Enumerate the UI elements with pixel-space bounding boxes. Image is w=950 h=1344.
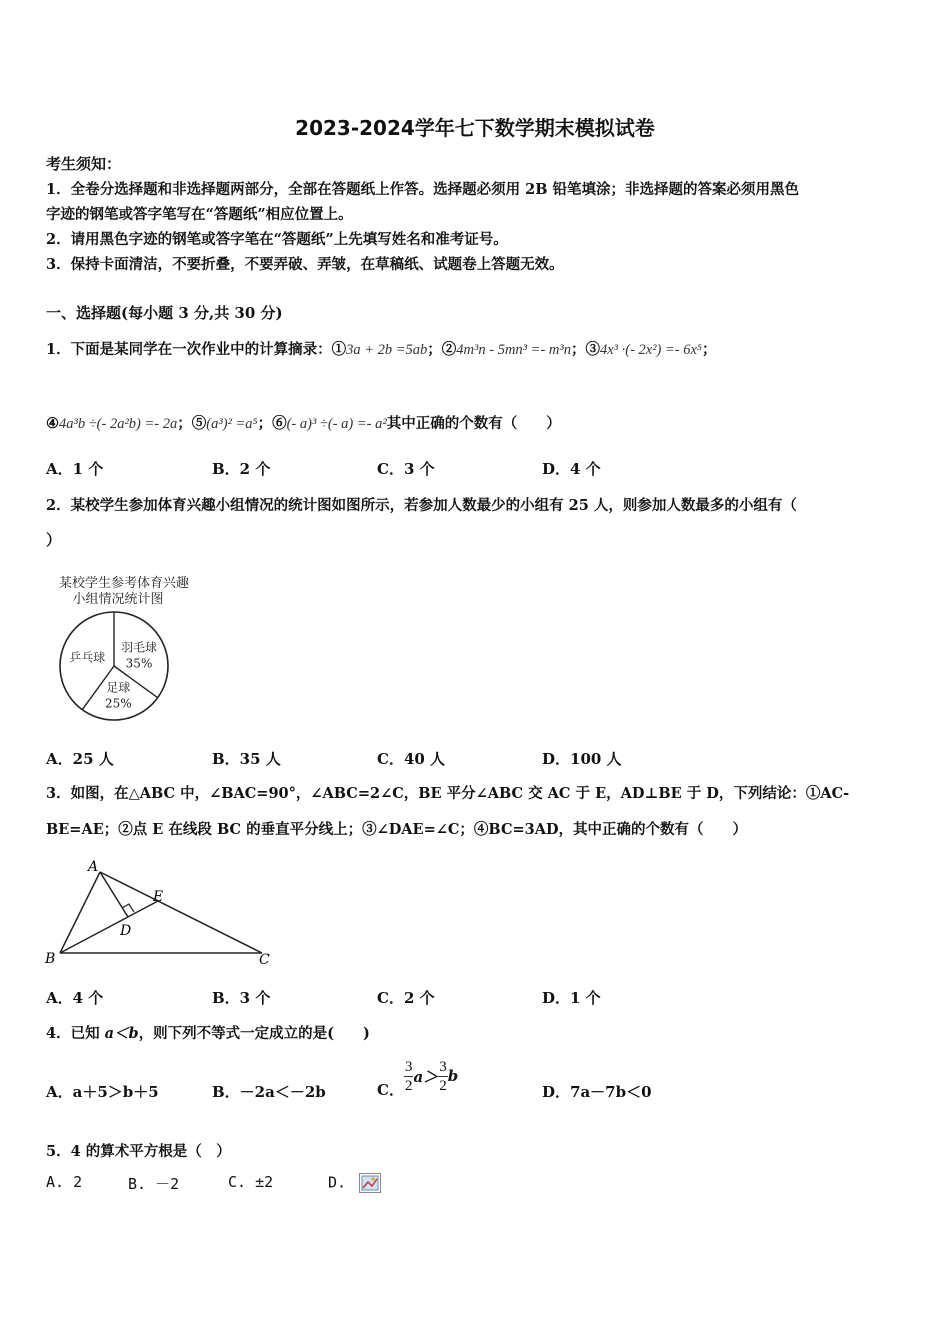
q1-expr-2: 4m³n - 5mn³ =- m³n <box>456 342 571 358</box>
q4-stem-a: 4．已知 <box>46 1025 105 1042</box>
label-d: D <box>120 923 132 939</box>
q1-expr-6: (- a)³ ÷(- a) =- a² <box>286 416 387 432</box>
section-heading: 一、选择题(每小题 3 分,共 30 分) <box>46 304 283 322</box>
label-a: A <box>88 859 99 875</box>
q3-option-a[interactable]: A．4 个 <box>46 989 104 1007</box>
q3-line-1: 3．如图，在△ABC 中，∠BAC=90°，∠ABC=2∠C，BE 平分∠ABC 交 AC 于 E，AD⊥BE 于 D，下列结论：①AC- <box>46 785 850 802</box>
q5-option-a[interactable]: A. 2 <box>46 1173 83 1191</box>
chart-title-line-2: 小组情况统计图 <box>72 592 164 607</box>
q1-expr-3: 4x³ ·(- 2x²) =- 6x⁵ <box>599 342 702 358</box>
fraction-1-num: 3 <box>404 1058 413 1075</box>
q4-stem-c: ，则下列不等式一定成立的是( ) <box>138 1025 370 1042</box>
notice-heading: 考生须知： <box>46 155 122 173</box>
page-title: 2023-2024学年七下数学期末模拟试卷 <box>295 116 655 140</box>
pie-slice-label: 足球 <box>106 680 131 695</box>
q1-tail: 其中正确的个数有（ ） <box>386 415 561 432</box>
q1-sep-2: ；② <box>427 341 457 358</box>
q1-circle-4: ④ <box>46 415 59 432</box>
q5-option-d[interactable] <box>328 1173 381 1193</box>
q2-option-c[interactable]: C．40 人 <box>377 750 446 768</box>
q2-option-b[interactable]: B．35 人 <box>212 750 281 768</box>
notice-line-2: 2．请用黑色字迹的钢笔或答字笔在“答题纸”上先填写姓名和准考证号。 <box>46 231 508 248</box>
q5-stem: 5．4 的算术平方根是（ ） <box>46 1143 231 1160</box>
fraction-1 <box>404 1058 414 1095</box>
q1-expr-5: (a³)² =a⁵ <box>206 416 258 432</box>
q4-option-c-mid: a＞ <box>413 1067 439 1086</box>
q1-line-2 <box>46 412 561 433</box>
segment-be <box>60 901 158 953</box>
q4-option-c-prefix: C． <box>377 1081 404 1099</box>
label-e: E <box>153 889 164 905</box>
side-ac <box>100 872 262 953</box>
q1-sep-3: ；③ <box>570 341 600 358</box>
q2-line-2: ） <box>46 531 62 549</box>
q1-expr-4: 4a³b ÷(- 2a²b) =- 2a <box>59 416 178 432</box>
q1-sep-5: ；⑤ <box>177 415 207 432</box>
chart-title-line-1: 某校学生参考体育兴趣 <box>58 576 190 591</box>
q1-option-c[interactable]: C．3 个 <box>377 460 435 478</box>
q1-option-b[interactable]: B．2 个 <box>212 460 271 478</box>
q4-option-a[interactable]: A．a＋5＞b＋5 <box>46 1083 159 1101</box>
side-ab <box>60 872 100 953</box>
notice-line-1b: 字迹的钢笔或答字笔写在“答题纸”相应位置上。 <box>46 206 353 223</box>
pie-slice-value-label: 35% <box>125 656 153 671</box>
q3-line-2: BE=AE；②点 E 在线段 BC 的垂直平分线上；③∠DAE=∠C；④BC=3AD，其中正确的个数有（ ） <box>46 821 748 838</box>
q1-expr-1: 3a + 2b =5ab <box>346 342 428 358</box>
triangle-figure <box>40 855 280 970</box>
q5-option-d-label: D. <box>328 1173 347 1192</box>
q1-sep-6: ；⑥ <box>257 415 287 432</box>
q1-end-1: ； <box>701 341 717 358</box>
q4-stem <box>46 1022 370 1043</box>
q1-option-a[interactable]: A．1 个 <box>46 460 104 478</box>
pie-slice-label: 羽毛球 <box>121 640 158 655</box>
q4-option-c[interactable] <box>377 1052 458 1100</box>
label-b: B <box>45 951 56 967</box>
q2-option-d[interactable]: D．100 人 <box>542 750 622 768</box>
fraction-2-num: 3 <box>439 1058 447 1075</box>
q4-option-c-end: b <box>447 1067 459 1085</box>
label-c: C <box>259 952 270 968</box>
fraction-1-den: 2 <box>404 1077 413 1094</box>
q1-line-1 <box>46 338 716 359</box>
q1-option-d[interactable]: D．4 个 <box>542 460 601 478</box>
notice-line-1a: 1．全卷分选择题和非选择题两部分，全部在答题纸上作答。选择题必须用 2B 铅笔填涂；非选择题的答案必须用黑色 <box>46 181 800 198</box>
q4-option-b[interactable]: B．－2a＜－2b <box>212 1083 326 1101</box>
q5-option-b[interactable]: B. －2 <box>128 1175 180 1193</box>
notice-line-3: 3．保持卡面清洁，不要折叠，不要弄破、弄皱，在草稿纸、试题卷上答题无效。 <box>46 256 564 273</box>
pie-slice-value-label: 25% <box>105 696 132 711</box>
q2-option-a[interactable]: A．25 人 <box>46 750 114 768</box>
q3-option-b[interactable]: B．3 个 <box>212 989 271 1007</box>
q5-option-c[interactable]: C. ±2 <box>228 1173 274 1191</box>
q1-lead: 1．下面是某同学在一次作业中的计算摘录：① <box>46 341 347 358</box>
q4-option-d[interactable]: D．7a－7b＜0 <box>542 1083 652 1101</box>
q2-line-1: 2．某校学生参加体育兴趣小组情况的统计图如图所示，若参加人数最少的小组有 25 人，则参加人数最多的小组有（ <box>46 497 797 514</box>
q4-stem-b: a＜b <box>104 1025 139 1042</box>
q3-option-d[interactable]: D．1 个 <box>542 989 601 1007</box>
fraction-2 <box>438 1058 448 1095</box>
q3-option-c[interactable]: C．2 个 <box>377 989 435 1007</box>
pie-slice-label: 乒乓球 <box>69 650 106 665</box>
pie-chart <box>42 572 207 727</box>
broken-image-icon <box>359 1173 381 1193</box>
fraction-2-den: 2 <box>439 1077 447 1094</box>
